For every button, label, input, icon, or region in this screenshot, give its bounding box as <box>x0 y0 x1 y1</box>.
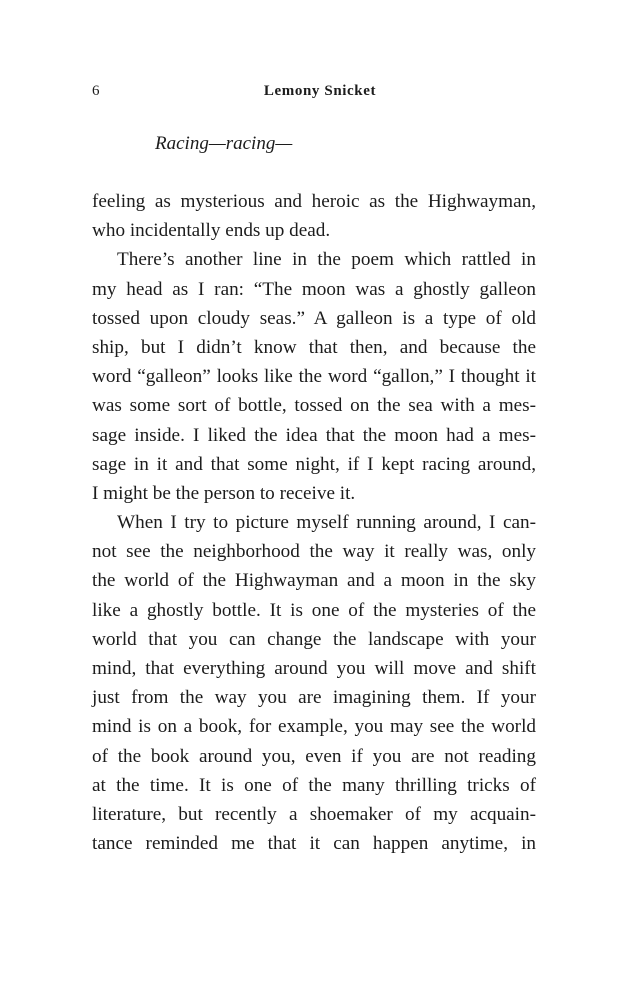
text-line: ship, but I didn’t know that then, and because the <box>92 336 536 358</box>
text-line: There’s another line in the poem which rattled in <box>117 249 536 271</box>
body-text <box>92 187 536 858</box>
text-line: not see the neighborhood the way it really was, only <box>92 541 536 563</box>
text-line: mind is on a book, for example, you may see the world <box>92 716 536 738</box>
text-line: who incidentally ends up dead. <box>92 220 331 242</box>
running-head <box>92 80 536 104</box>
page-number: 6 <box>92 83 100 99</box>
text-line: sage in it and that some night, if I kept racing around, <box>92 453 536 475</box>
text-line: I might be the person to receive it. <box>92 482 356 504</box>
text-line: like a ghostly bottle. It is one of the mysteries of the <box>92 599 536 621</box>
epigraph-line: Racing—racing— <box>155 133 293 154</box>
text-line: at the time. It is one of the many thrilling tricks of <box>92 774 536 796</box>
text-line: the world of the Highwayman and a moon in the sky <box>92 570 536 592</box>
text-line: mind, that everything around you will move and shift <box>92 658 536 679</box>
text-line: tossed upon cloudy seas.” A galleon is a type of old <box>92 307 536 329</box>
text-line: tance reminded me that it can happen anytime, in <box>92 833 536 855</box>
text-line: just from the way you are imagining them. If your <box>92 687 536 709</box>
running-head-author: Lemony Snicket <box>263 83 377 99</box>
text-line: When I try to picture myself running around, I can- <box>117 512 536 534</box>
text-line: feeling as mysterious and heroic as the Highwayman, <box>92 191 536 212</box>
text-line: world that you can change the landscape with your <box>92 628 536 650</box>
text-line: word “galleon” looks like the word “gallon,” I thought it <box>92 366 536 388</box>
text-line: sage inside. I liked the idea that the moon had a mes- <box>92 424 536 446</box>
text-line: literature, but recently a shoemaker of my acquain- <box>92 803 536 825</box>
text-line: was some sort of bottle, tossed on the sea with a mes- <box>92 395 536 417</box>
text-line: my head as I ran: “The moon was a ghostly galleon <box>92 278 536 300</box>
text-line: of the book around you, even if you are not reading <box>92 745 536 767</box>
